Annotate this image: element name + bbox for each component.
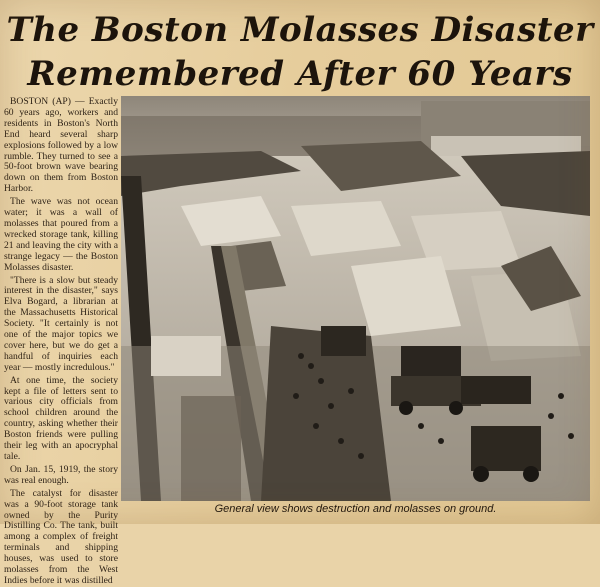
headline-line-2: Remembered After 60 Years <box>27 54 573 94</box>
article-column <box>4 96 118 586</box>
article-paragraph: The wave was not ocean water; it was a wall of molasses that poured from a wrecked storage tank, killing 21 and leaving the city with a strange legacy — the Boston Molasses disaster. <box>4 196 118 273</box>
article-paragraph: "There is a slow but steady interest in the disaster," says Elva Bogard, a librarian at the Massachusetts Historical Society. "It certainly is not one of the major topics we cover here, but we do get a handful of inquiries each year — mostly incredulous." <box>4 274 118 373</box>
article-paragraph: The catalyst for disaster was a 90-foot storage tank owned by the Purity Distilling Co. The tank, built among a complex of freight terminals and shipping houses, was used to store molasses from the West Indies before it was distilled <box>4 487 118 586</box>
headline <box>0 8 600 96</box>
headline-line-1: The Boston Molasses Disaster <box>6 10 594 50</box>
photo-caption: General view shows destruction and molasses on ground. <box>214 503 497 515</box>
article-paragraph: On Jan. 15, 1919, the story was real enough. <box>4 463 118 486</box>
disaster-photograph <box>121 96 590 501</box>
article-paragraph: BOSTON (AP) — Exactly 60 years ago, workers and residents in Boston's North End heard several sharp explosions followed by a low rumble. They turned to see a 50-foot brown wave bearing down on them from Boston Harbor. <box>4 96 118 195</box>
article-paragraph: At one time, the society kept a file of letters sent to various city officials from school children around the country, asking whether their Boston friends were pulling their leg with an apocryphal tale. <box>4 374 118 462</box>
